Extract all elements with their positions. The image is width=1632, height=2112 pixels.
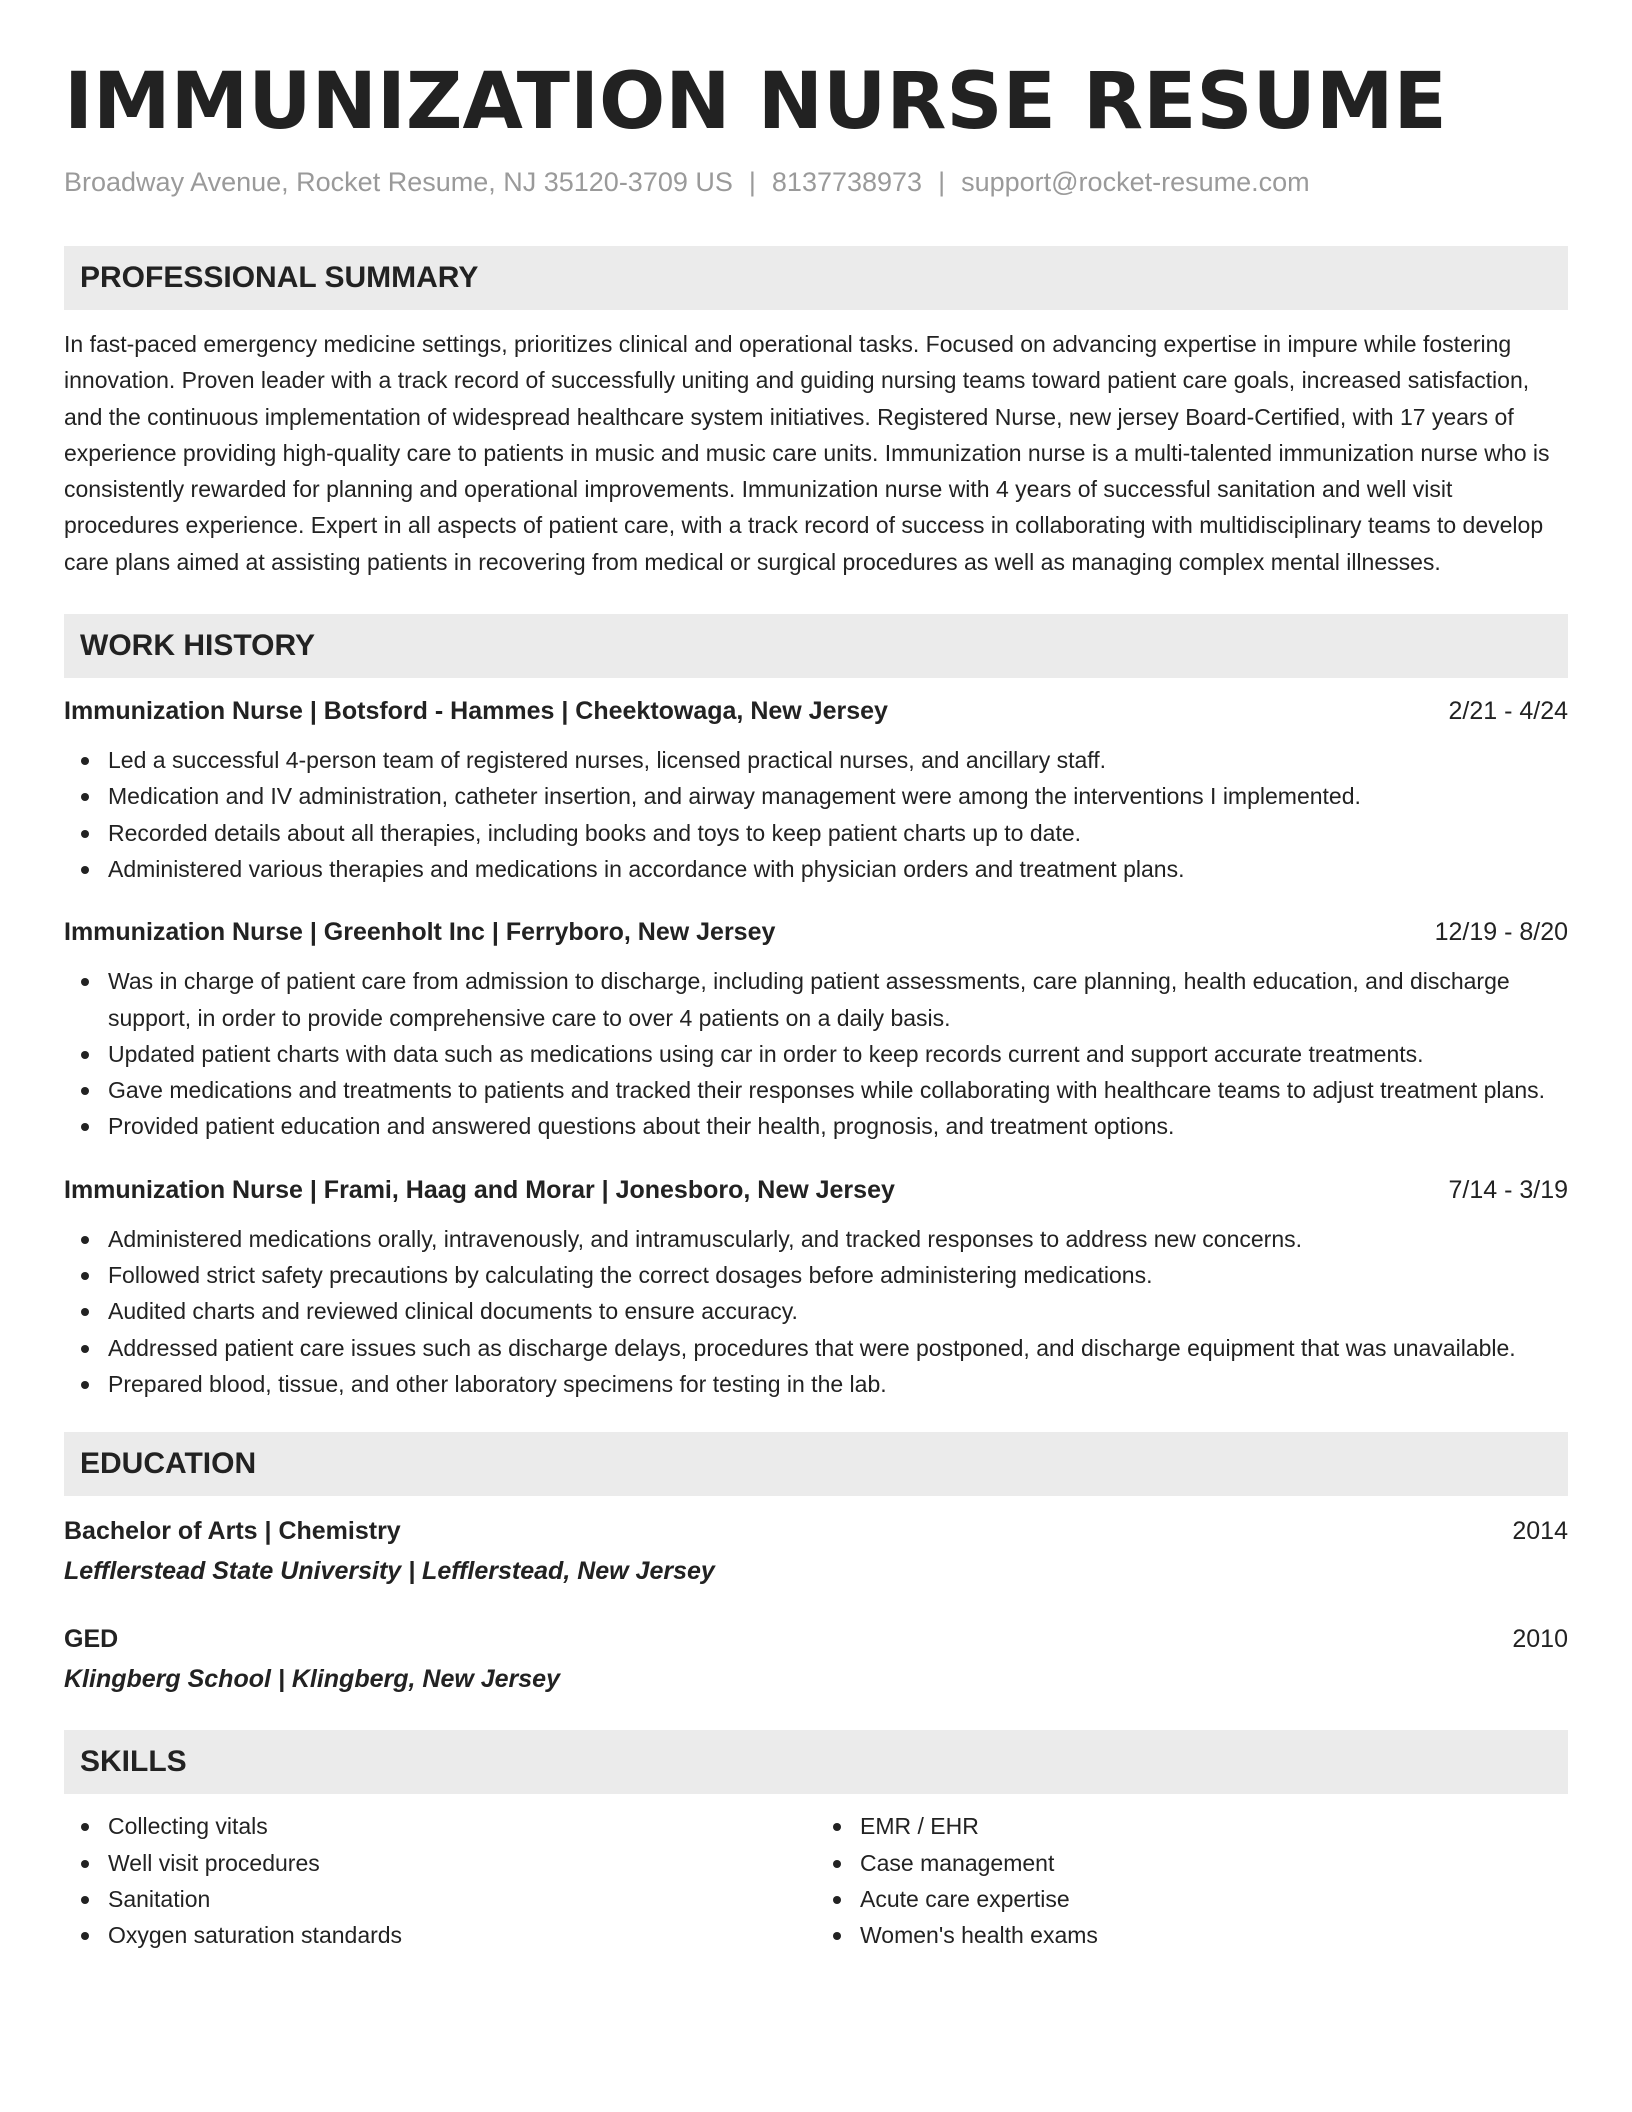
job-bullet: Updated patient charts with data such as medications using car in order to keep records current and support accurate treatments.	[108, 1036, 1568, 1072]
job-bullet: Recorded details about all therapies, including books and toys to keep patient charts up to date.	[108, 815, 1568, 851]
job-title: Immunization Nurse | Frami, Haag and Morar | Jonesboro, New Jersey	[64, 1175, 895, 1204]
job-bullet: Prepared blood, tissue, and other laboratory specimens for testing in the lab.	[108, 1366, 1568, 1402]
education-entry	[64, 1622, 1568, 1696]
job-entry	[64, 694, 1568, 887]
education-year: 2014	[1512, 1517, 1568, 1546]
skill-item: EMR / EHR	[860, 1808, 1568, 1844]
section-header-summary: PROFESSIONAL SUMMARY	[64, 246, 1568, 310]
section-header-work-history: WORK HISTORY	[64, 614, 1568, 678]
job-header	[64, 694, 1568, 728]
job-bullet: Medication and IV administration, catheter insertion, and airway management were among the interventions I implemented.	[108, 778, 1568, 814]
job-bullet: Audited charts and reviewed clinical documents to ensure accuracy.	[108, 1293, 1568, 1329]
job-bullets	[64, 1221, 1568, 1402]
education-school: Lefflerstead State University | Lefflerstead, New Jersey	[64, 1557, 715, 1586]
skill-item: Oxygen saturation standards	[108, 1917, 816, 1953]
job-dates: 2/21 - 4/24	[1448, 697, 1568, 726]
contact-address: Broadway Avenue, Rocket Resume, NJ 35120-3709 US	[64, 167, 733, 197]
job-header	[64, 915, 1568, 949]
skill-item: Collecting vitals	[108, 1808, 816, 1844]
education-entry	[64, 1514, 1568, 1588]
summary-text: In fast-paced emergency medicine settings, prioritizes clinical and operational tasks. Focused on advancing expertise in impure while fostering innovation. Proven leader with a track record of successfully uniting and guiding nursing teams toward patient care goals, increased satisfaction, and the continuous implementation of widespread healthcare system initiatives. Registered Nurse, new jersey Board-Certified, with 17 years of experience providing high-quality care to patients in music and music care units. Immunization nurse is a multi-talented immunization nurse who is consistently rewarded for planning and operational improvements. Immunization nurse with 4 years of successful sanitation and well visit procedures experience. Expert in all aspects of patient care, with a track record of success in collaborating with multidisciplinary teams to develop care plans aimed at assisting patients in recovering from medical or surgical procedures as well as managing complex mental illnesses.	[64, 331, 1550, 575]
job-bullet: Was in charge of patient care from admission to discharge, including patient assessments, care planning, health education, and discharge support, in order to provide comprehensive care to over 4 patients on a daily basis.	[108, 963, 1568, 1036]
education-year: 2010	[1512, 1625, 1568, 1654]
skill-item: Case management	[860, 1845, 1568, 1881]
job-entry	[64, 1173, 1568, 1402]
job-bullet: Led a successful 4-person team of registered nurses, licensed practical nurses, and ancillary staff.	[108, 742, 1568, 778]
contact-line	[64, 167, 1568, 198]
job-dates: 12/19 - 8/20	[1434, 918, 1568, 947]
skill-item: Sanitation	[108, 1881, 816, 1917]
job-bullet: Gave medications and treatments to patients and tracked their responses while collaborating with healthcare teams to adjust treatment plans.	[108, 1072, 1568, 1108]
education-school: Klingberg School | Klingberg, New Jersey	[64, 1665, 560, 1694]
job-bullet: Followed strict safety precautions by calculating the correct dosages before administering medications.	[108, 1257, 1568, 1293]
education-degree: GED	[64, 1625, 119, 1654]
skills-columns	[64, 1808, 1568, 1953]
section-header-education: EDUCATION	[64, 1432, 1568, 1496]
job-bullet: Provided patient education and answered questions about their health, prognosis, and treatment options.	[108, 1108, 1568, 1144]
skill-item: Acute care expertise	[860, 1881, 1568, 1917]
education-header	[64, 1622, 1568, 1656]
skills-list-right	[816, 1808, 1568, 1953]
skills-list-left	[64, 1808, 816, 1953]
job-dates: 7/14 - 3/19	[1448, 1175, 1568, 1204]
job-header	[64, 1173, 1568, 1207]
job-bullets	[64, 963, 1568, 1144]
job-title: Immunization Nurse | Botsford - Hammes | Cheektowaga, New Jersey	[64, 697, 888, 726]
skill-item: Well visit procedures	[108, 1845, 816, 1881]
job-bullets	[64, 742, 1568, 887]
contact-email: support@rocket-resume.com	[961, 167, 1310, 197]
contact-phone: 8137738973	[771, 167, 923, 197]
resume-title: IMMUNIZATION NURSE RESUME	[64, 57, 1447, 147]
contact-separator: |	[938, 167, 946, 197]
job-bullet: Administered various therapies and medications in accordance with physician orders and treatment plans.	[108, 851, 1568, 887]
contact-separator: |	[748, 167, 756, 197]
education-degree: Bachelor of Arts | Chemistry	[64, 1517, 401, 1546]
job-bullet: Administered medications orally, intravenously, and intramuscularly, and tracked responses to address new concerns.	[108, 1221, 1568, 1257]
section-header-skills: SKILLS	[64, 1730, 1568, 1794]
job-bullet: Addressed patient care issues such as discharge delays, procedures that were postponed, and discharge equipment that was unavailable.	[108, 1330, 1568, 1366]
job-entry	[64, 915, 1568, 1144]
education-header	[64, 1514, 1568, 1548]
skill-item: Women's health exams	[860, 1917, 1568, 1953]
job-title: Immunization Nurse | Greenholt Inc | Ferryboro, New Jersey	[64, 918, 776, 947]
